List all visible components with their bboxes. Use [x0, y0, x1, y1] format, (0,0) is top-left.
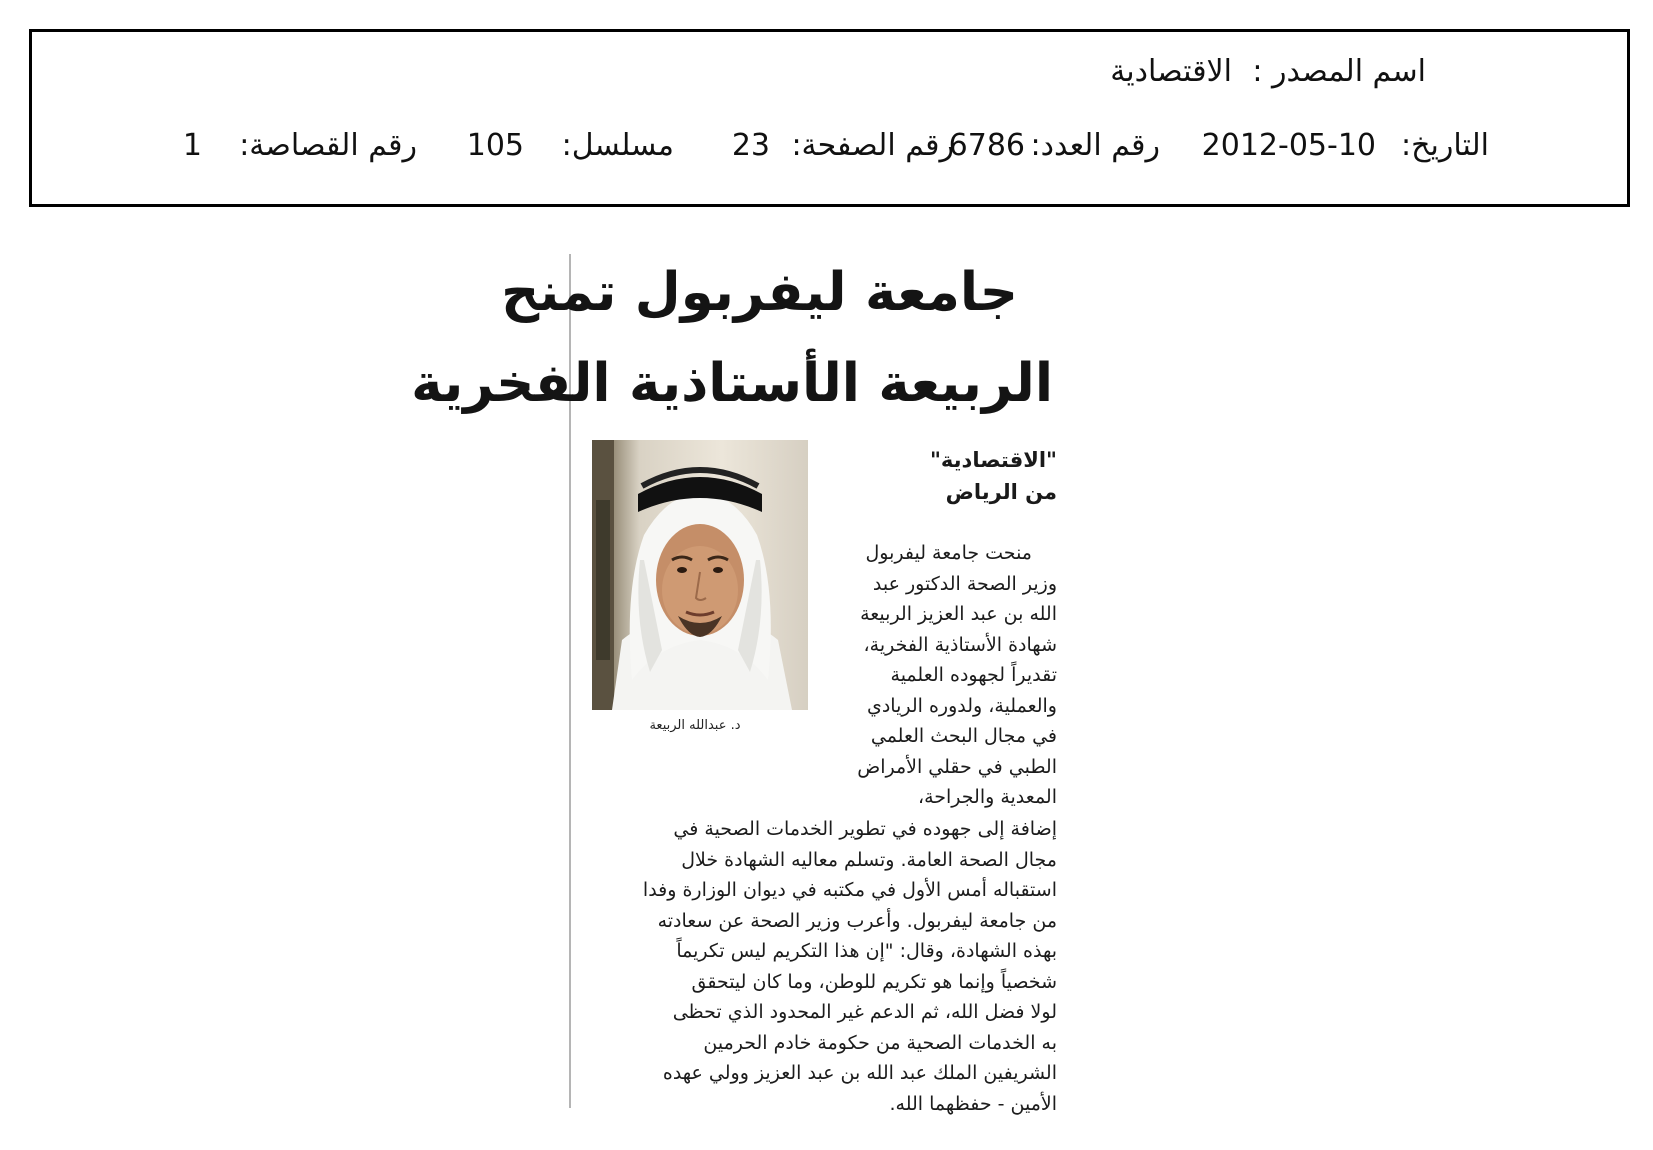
portrait-illustration: [592, 440, 808, 710]
article-line: مجال الصحة العامة. وتسلم معاليه الشهادة خلال: [681, 848, 1057, 871]
headline-line-1: جامعة ليفربول تمنح: [501, 262, 1018, 323]
article-line: الله بن عبد العزيز الربيعة: [860, 603, 1057, 625]
date-value: 2012-05-10: [1201, 128, 1376, 163]
article-line: شخصياً وإنما هو تكريم للوطن، وما كان ليتحقق: [691, 970, 1057, 993]
article-line: من جامعة ليفربول. وأعرب وزير الصحة عن سعادته: [657, 909, 1057, 932]
source-label: اسم المصدر :: [1252, 54, 1426, 89]
article-line: منحت جامعة ليفربول: [865, 542, 1032, 564]
article-line: في مجال البحث العلمي: [870, 725, 1057, 747]
article-line: بهذه الشهادة، وقال: "إن هذا التكريم ليس تكريماً: [676, 940, 1057, 962]
page-label: رقم الصفحة:: [791, 128, 954, 163]
photo-caption: د. عبدالله الربيعة: [649, 718, 741, 733]
article-line: لولا فضل الله، ثم الدعم غير المحدود الذي تحظى: [672, 1001, 1057, 1023]
article-line: به الخدمات الصحية من حكومة خادم الحرمين: [703, 1031, 1057, 1054]
article-line: وزير الصحة الدكتور عبد: [872, 572, 1057, 595]
article-line: الطبي في حقلي الأمراض: [857, 755, 1057, 778]
article-line: استقباله أمس الأول في مكتبه في ديوان الوزارة وفدا: [642, 879, 1057, 901]
byline-location: من الرياض: [945, 480, 1057, 504]
serial-value: 105: [466, 128, 524, 163]
headline-line-2: الربيعة الأستاذية الفخرية: [411, 353, 1053, 414]
byline-source: "الاقتصادية": [929, 448, 1057, 472]
article-line: الشريفين الملك عبد الله بن عبد العزيز وولي عهده: [662, 1062, 1057, 1084]
clip-value: 1: [182, 128, 202, 163]
page-value: 23: [731, 128, 770, 163]
issue-value: 6786: [948, 128, 1025, 163]
issue-label: رقم العدد:: [1030, 128, 1160, 163]
date-label: التاريخ:: [1401, 128, 1489, 163]
clip-label: رقم القصاصة:: [239, 128, 417, 163]
article-line: المعدية والجراحة،: [917, 786, 1057, 808]
article-line: تقديراً لجهوده العلمية: [890, 664, 1057, 686]
portrait-photo: [592, 440, 808, 710]
article-line: والعملية، ولدوره الريادي: [866, 694, 1057, 717]
article-line: الأمين - حفظهما الله.: [889, 1092, 1057, 1115]
serial-label: مسلسل:: [561, 128, 674, 163]
source-value: الاقتصادية: [1110, 54, 1232, 89]
article-line: شهادة الأستاذية الفخرية،: [863, 633, 1057, 656]
article-line: إضافة إلى جهوده في تطوير الخدمات الصحية في: [673, 818, 1057, 840]
